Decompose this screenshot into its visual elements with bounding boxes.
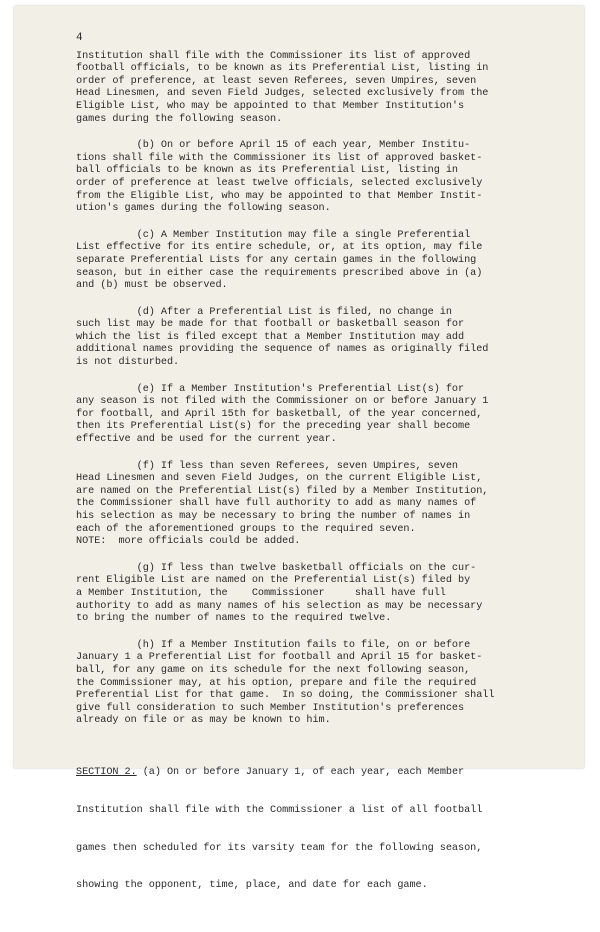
paragraph-f [76, 461, 536, 549]
text-line: each of the aforementioned groups to the required seven. [76, 523, 416, 535]
text-line: already on file or as may be known to him. [76, 715, 331, 727]
text-line: give full consideration to such Member Institution's preferences [76, 702, 465, 714]
section-2-line: Institution shall file with the Commissioner a list of all football [76, 804, 483, 816]
text-line: ball officials to be known as its Preferential List, listing in [76, 165, 459, 177]
page-content [76, 32, 536, 932]
text-line: is not disturbed. [76, 357, 180, 369]
document-page [14, 6, 584, 892]
text-line: to bring the number of names to the required twelve. [76, 613, 392, 625]
text-line: authority to add as many names of his selection as may be necessary [76, 600, 483, 612]
text-line: Head Linesmen and seven Field Judges, on the current Eligible List, [76, 473, 483, 485]
text-line: order of preference at least twelve officials, selected exclusively [76, 177, 483, 189]
section-2-label: SECTION 2. [76, 767, 137, 779]
paragraph-h [76, 640, 536, 728]
text-line: his selection as may be necessary to bring the number of names in [76, 511, 471, 522]
text-line: (e) If a Member Institution's Preferential List(s) for [76, 383, 465, 395]
text-line: January 1 a Preferential List for football and April 15 for basket- [76, 652, 483, 664]
text-line: Institution shall file with the Commissioner its list of approved [76, 50, 471, 62]
paragraph-g [76, 563, 536, 626]
text-line: additional names providing the sequence of names as originally filed [76, 344, 489, 356]
text-line: for football, and April 15th for basketball, of the year concerned, [76, 408, 483, 420]
text-line: (h) If a Member Institution fails to file, on or before [76, 639, 471, 651]
text-line: Preferential List for that game. In so doing, the Commissioner shall [76, 690, 495, 702]
text-line: games during the following season. [76, 113, 283, 125]
text-line: season, but in either case the requirements prescribed above in (a) [76, 267, 483, 279]
text-line: and (b) must be observed. [76, 280, 228, 292]
text-line: such list may be made for that football or basketball season for [76, 319, 465, 331]
text-line: from the Eligible List, who may be appointed to that Member Instit- [76, 190, 483, 202]
section-2-first-line-text: (a) On or before January 1, of each year, each Member [136, 767, 465, 779]
text-line: football officials, to be known as its Preferential List, listing in [76, 63, 489, 75]
text-line: ball, for any game on its schedule for the next following season, [76, 664, 471, 676]
text-line: a Member Institution, the Commissioner shall have full [76, 587, 446, 599]
text-line: are named on the Preferential List(s) filed by a Member Institution, [76, 485, 489, 497]
text-line: List effective for its entire schedule, or, at its option, may file [76, 242, 483, 254]
text-line: (b) On or before April 15 of each year, Member Institu- [76, 140, 471, 152]
paragraph-b [76, 140, 536, 216]
paragraph-d [76, 307, 536, 370]
section-2-line: showing the opponent, time, place, and date for each game. [76, 880, 428, 892]
text-line: rent Eligible List are named on the Preferential List(s) filed by [76, 575, 471, 587]
text-line: separate Preferential Lists for any certain games in the following [76, 254, 477, 266]
paragraph-e [76, 384, 536, 447]
paragraph-intro [76, 51, 536, 127]
text-line: (c) A Member Institution may file a single Preferential [76, 229, 471, 241]
text-line: any season is not filed with the Commissioner on or before January 1 [76, 396, 489, 408]
section-2-paragraph [76, 742, 536, 918]
page-number: 4 [76, 32, 83, 44]
paragraph-c [76, 230, 536, 293]
text-line: order of preference, at least seven Referees, seven Umpires, seven [76, 75, 477, 87]
section-2-first-line [76, 767, 536, 780]
text-line: which the list is filed except that a Member Institution may add [76, 331, 465, 343]
text-line: the Commissioner shall have full authority to add as many names of [76, 498, 477, 510]
text-line: Eligible List, who may be appointed to that Member Institution's [76, 100, 465, 112]
text-line: tions shall file with the Commissioner its list of approved basket- [76, 152, 483, 164]
text-line: (d) After a Preferential List is filed, no change in [76, 306, 452, 318]
paragraph-list [76, 51, 536, 728]
section-2-line: games then scheduled for its varsity team for the following season, [76, 842, 483, 854]
text-line: (f) If less than seven Referees, seven Umpires, seven [76, 460, 459, 472]
text-line: Head Linesmen, and seven Field Judges, selected exclusively from the [76, 88, 489, 100]
text-line: NOTE: more officials could be added. [76, 536, 301, 548]
text-line: then its Preferential List(s) for the preceding year shall become [76, 421, 471, 433]
text-line: the Commissioner may, at his option, prepare and file the required [76, 677, 477, 689]
text-line: (g) If less than twelve basketball officials on the cur- [76, 562, 477, 574]
text-line: effective and be used for the current year. [76, 434, 337, 446]
text-line: ution's games during the following season. [76, 203, 331, 215]
